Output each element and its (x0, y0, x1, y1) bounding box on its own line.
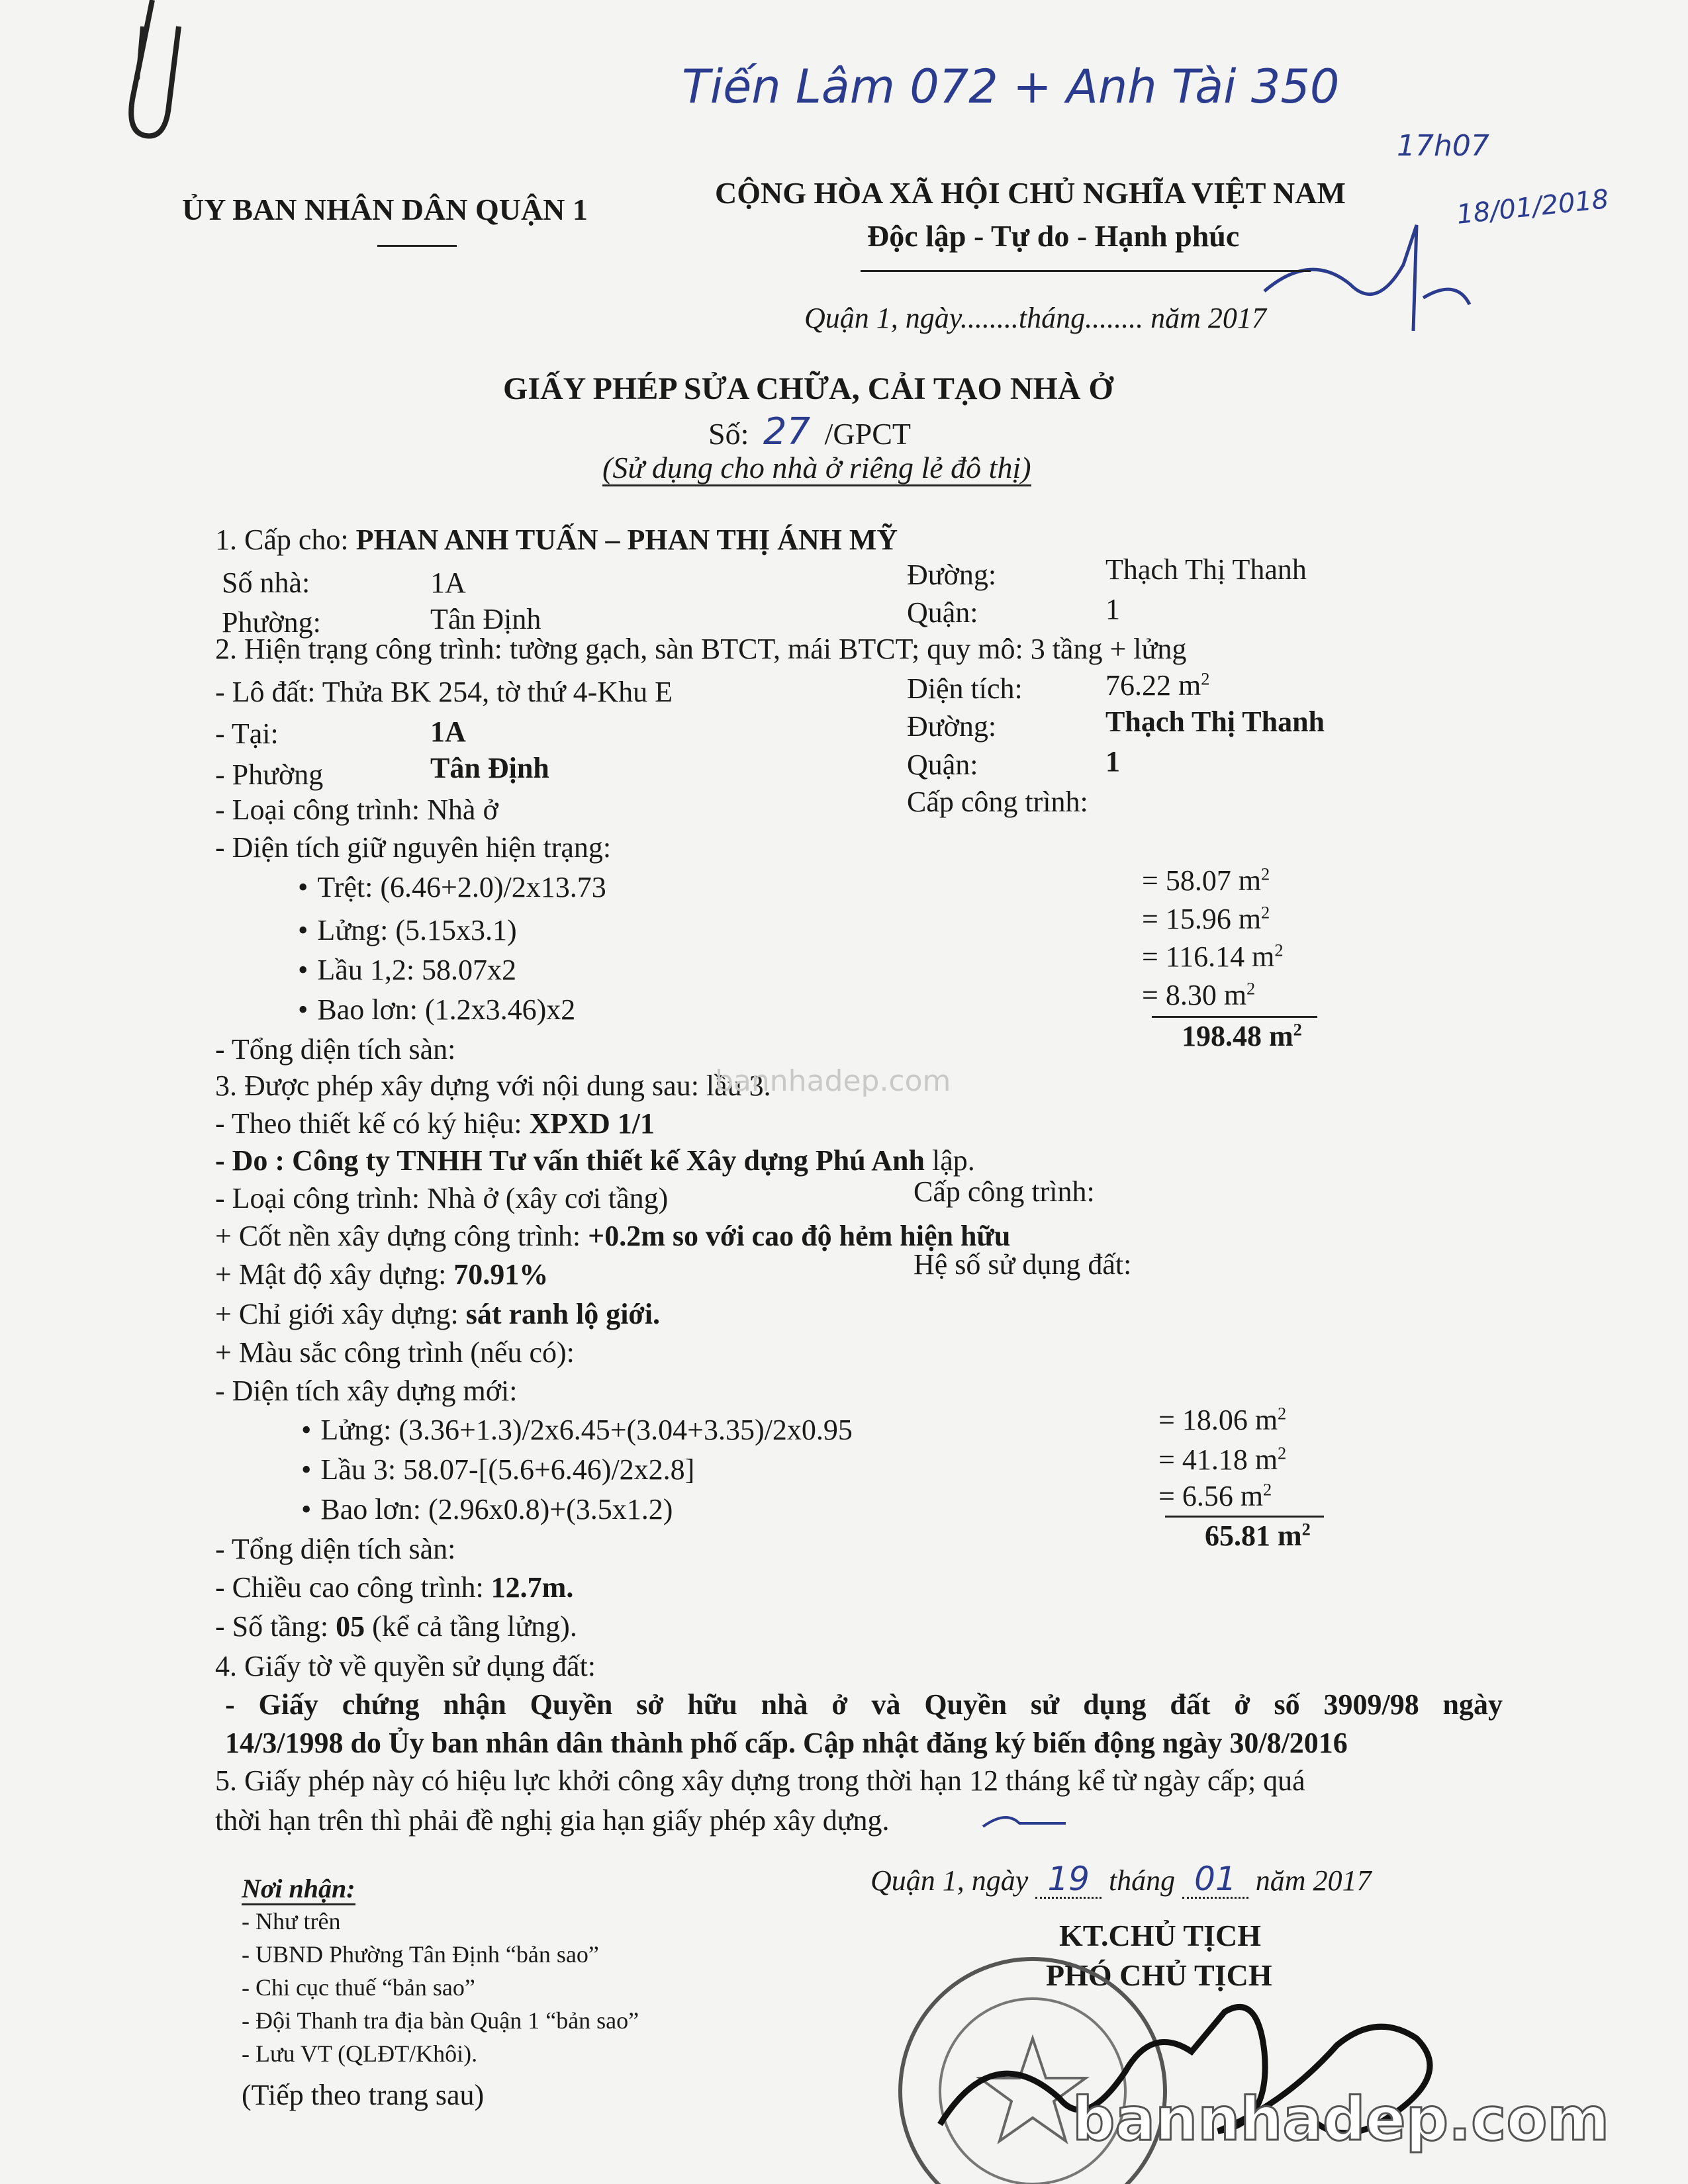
s3-setback-label: + Chỉ giới xây dựng: (215, 1298, 459, 1330)
s2-ward: Tân Định (430, 752, 549, 784)
s1-district-label: Quận: (907, 596, 978, 629)
s3-designer-suffix: lập. (931, 1144, 975, 1177)
issuer-underline (377, 245, 457, 247)
s1-ward: Tân Định (430, 603, 541, 635)
vice-chairman: PHÓ CHỦ TỊCH (1046, 1958, 1272, 1992)
sign-month: 01 (1194, 1860, 1237, 1898)
s3-floors-suffix: (kể cả tầng lửng). (372, 1610, 577, 1643)
s2-item-3-value-text: = 116.14 m (1142, 940, 1275, 973)
s3-grade-label: Cấp công trình: (914, 1175, 1095, 1208)
s2-current-status: 2. Hiện trạng công trình: tường gạch, sàn BTCT, mái BTCT; quy mô: 3 tầng + lửng (215, 633, 1187, 665)
s2-item-2-label: • Lửng: (5.15x3.1) (298, 913, 517, 947)
s3-density-label: + Mật độ xây dựng: (215, 1258, 447, 1291)
s3-design-code-value: XPXD 1/1 (529, 1107, 655, 1140)
document-number (708, 410, 911, 453)
s3-total: 65.81 $m^2$ (1205, 1519, 1311, 1552)
s3-setback-value: sát ranh lộ giới. (465, 1298, 661, 1330)
s2-street-label: Đường: (907, 710, 997, 743)
s3-item-3-value: = 6.56 $m^2$ (1158, 1479, 1272, 1512)
s3-floors-value: 05 (336, 1610, 365, 1643)
s2-district: 1 (1105, 745, 1120, 778)
paper-clip-icon (106, 0, 185, 146)
document-subtitle (602, 450, 1031, 485)
s3-designer (215, 1144, 975, 1177)
pen-stroke-icon (980, 1797, 1072, 1837)
s2-total: 198.48 $m^2$ (1182, 1019, 1302, 1052)
s3-design-code (215, 1107, 655, 1140)
s3-floors-label: - Số tầng: (215, 1610, 329, 1643)
number-suffix: /GPCT (824, 417, 912, 451)
recipients-title (242, 1873, 355, 1904)
watermark-big: bannhadep.com (1072, 2085, 1610, 2154)
initial-signature-icon (1258, 212, 1483, 344)
s2-area-value: 76.22 m (1105, 669, 1201, 702)
s3-color: + Màu sắc công trình (nếu có): (215, 1336, 575, 1369)
s3-item-1-label: • Lửng: (3.36+1.3)/2x6.45+(3.04+3.35)/2x0.95 (301, 1413, 853, 1447)
sign-date-suffix: năm 2017 (1255, 1864, 1372, 1897)
watermark-small: bannhadep.com (715, 1064, 951, 1098)
s4-heading: 4. Giấy tờ về quyền sử dụng đất: (215, 1650, 596, 1682)
s2-area: 76.22 $m^2$ (1105, 668, 1210, 702)
s2-item-1-label: • Trệt: (6.46+2.0)/2x13.73 (298, 870, 606, 904)
s1-ward-label: Phường: (222, 606, 321, 639)
s3-density-value: 70.91% (453, 1258, 549, 1291)
s2-area-label: Diện tích: (907, 672, 1023, 705)
document-title: GIẤY PHÉP SỬA CHỮA, CẢI TẠO NHÀ Ở (503, 371, 1113, 406)
s4-line-1: - Giấy chứng nhận Quyền sở hữu nhà ở và Quyền sử dụng đất ở số 3909/98 ngày (225, 1688, 1503, 1721)
s3-designer-label: - Do : (215, 1144, 285, 1177)
s2-ward-label: - Phường (215, 758, 324, 791)
s2-item-4-value: = 8.30 $m^2$ (1142, 978, 1256, 1011)
recipient-1: - Như trên (242, 1908, 341, 1934)
handwritten-time: 17h07 (1397, 129, 1489, 163)
s3-item-3-label: • Bao lơn: (2.96x0.8)+(3.5x1.2) (301, 1492, 673, 1526)
s2-sum-rule (1152, 1016, 1317, 1018)
s3-height-value: 12.7m. (491, 1571, 574, 1604)
subtitle-text: (Sử dụng cho nhà ở riêng lẻ đô thị) (602, 451, 1031, 486)
s3-total-value: 65.81 m (1205, 1520, 1302, 1552)
s1-owner-names: PHAN ANH TUẤN – PHAN THỊ ÁNH MỸ (355, 523, 898, 556)
country-heading: CỘNG HÒA XÃ HỘI CHỦ NGHĨA VIỆT NAM (715, 176, 1346, 210)
s3-item-3-value-text: = 6.56 m (1158, 1480, 1264, 1512)
s1-granted-to (215, 523, 898, 557)
s2-total-label: - Tổng diện tích sàn: (215, 1033, 456, 1066)
s3-height (215, 1570, 573, 1604)
s2-keep-area-heading: - Diện tích giữ nguyên hiện trạng: (215, 831, 612, 864)
motto: Độc lập - Tự do - Hạnh phúc (867, 219, 1240, 253)
sign-date-mid: tháng (1108, 1864, 1176, 1897)
s3-item-2-value: = 41.18 $m^2$ (1158, 1443, 1287, 1476)
s3-item-1-value-text: = 18.06 m (1158, 1404, 1278, 1436)
s3-ground-level-value: +0.2m so với cao độ hẻm hiện hữu (588, 1220, 1011, 1252)
sign-date (870, 1860, 1372, 1898)
s2-building-type: - Loại công trình: Nhà ở (215, 794, 498, 826)
s2-land-lot: - Lô đất: Thửa BK 254, tờ thứ 4-Khu E (215, 676, 673, 708)
s3-item-1-value: = 18.06 $m^2$ (1158, 1403, 1287, 1436)
s2-grade-label: Cấp công trình: (907, 786, 1088, 818)
s1-house-no-label: Số nhà: (222, 567, 310, 599)
handwritten-date: 18/01/2018 (1455, 184, 1611, 230)
s2-item-4-label: • Bao lơn: (1.2x3.46)x2 (298, 993, 575, 1026)
recipient-2: - UBND Phường Tân Định “bản sao” (242, 1941, 599, 1968)
s2-item-1-value-text: = 58.07 m (1142, 864, 1262, 897)
handwritten-number: 27 (763, 410, 811, 453)
s1-street: Thạch Thị Thanh (1105, 553, 1307, 586)
s3-height-label: - Chiều cao công trình: (215, 1571, 484, 1604)
s2-district-label: Quận: (907, 749, 978, 781)
s3-sum-rule (1165, 1516, 1324, 1518)
recipient-3: - Chi cục thuế “bản sao” (242, 1974, 475, 2001)
s2-item-1-value: = 58.07 $m^2$ (1142, 864, 1270, 897)
s3-land-use-label: Hệ số sử dụng đất: (914, 1248, 1132, 1281)
s2-item-3-label: • Lầu 1,2: 58.07x2 (298, 953, 516, 987)
continued-note: (Tiếp theo trang sau) (242, 2079, 485, 2111)
s2-item-3-value: = 116.14 $m^2$ (1142, 940, 1284, 973)
sign-date-prefix: Quận 1, ngày (870, 1864, 1029, 1897)
sign-day: 19 (1047, 1860, 1090, 1898)
s3-designer-name: Công ty TNHH Tư vấn thiết kế Xây dựng Phú Anh (292, 1144, 925, 1177)
s3-item-2-label: • Lầu 3: 58.07-[(5.6+6.46)/2x2.8] (301, 1453, 694, 1486)
handwritten-top-note: Tiến Lâm 072 + Anh Tài 350 (682, 60, 1340, 114)
s2-item-2-value: = 15.96 $m^2$ (1142, 902, 1270, 935)
s3-setback (215, 1297, 660, 1331)
s2-at: 1A (430, 715, 466, 748)
s3-ground-level (215, 1219, 1010, 1253)
kt-chairman: KT.CHỦ TỊCH (1059, 1919, 1262, 1952)
s4-line-2: 14/3/1998 do Ủy ban nhân dân thành phố cấp. Cập nhật đăng ký biến động ngày 30/8/2016 (225, 1727, 1348, 1759)
s3-total-label: - Tổng diện tích sàn: (215, 1533, 456, 1565)
s1-house-no: 1A (430, 567, 466, 599)
recipients-title-text: Nơi nhận: (242, 1874, 355, 1905)
motto-underline (861, 270, 1311, 272)
issuer-name: ỦY BAN NHÂN DÂN QUẬN 1 (182, 193, 588, 226)
s3-building-type: - Loại công trình: Nhà ở (xây cơi tầng) (215, 1182, 669, 1214)
s1-street-label: Đường: (907, 559, 997, 591)
recipient-5: - Lưu VT (QLĐT/Khôi). (242, 2040, 478, 2067)
s3-floors (215, 1610, 577, 1643)
s3-item-2-value-text: = 41.18 m (1158, 1443, 1278, 1476)
s3-design-code-label: - Theo thiết kế có ký hiệu: (215, 1107, 522, 1140)
s3-intro: 3. Được phép xây dựng với nội dung sau: lầu 3. (215, 1069, 771, 1102)
number-prefix: Số: (708, 417, 749, 451)
s3-density (215, 1257, 548, 1291)
s2-at-label: - Tại: (215, 717, 279, 750)
s5-line-2: thời hạn trên thì phải đề nghị gia hạn giấy phép xây dựng. (215, 1804, 890, 1837)
s2-item-4-value-text: = 8.30 m (1142, 979, 1247, 1011)
recipient-4: - Đội Thanh tra địa bàn Quận 1 “bản sao” (242, 2007, 639, 2034)
s1-district: 1 (1105, 593, 1120, 625)
s1-label: 1. Cấp cho: (215, 523, 349, 556)
s2-total-value: 198.48 m (1182, 1020, 1293, 1052)
s2-item-2-value-text: = 15.96 m (1142, 903, 1262, 935)
s3-ground-level-label: + Cốt nền xây dựng công trình: (215, 1220, 581, 1252)
s3-new-area-heading: - Diện tích xây dựng mới: (215, 1375, 518, 1407)
place-date: Quận 1, ngày........tháng........ năm 2017 (804, 302, 1266, 334)
s2-street: Thạch Thị Thanh (1105, 705, 1325, 738)
s5-line-1: 5. Giấy phép này có hiệu lực khởi công xây dựng trong thời hạn 12 tháng kể từ ngày cấp; quá (215, 1764, 1305, 1797)
